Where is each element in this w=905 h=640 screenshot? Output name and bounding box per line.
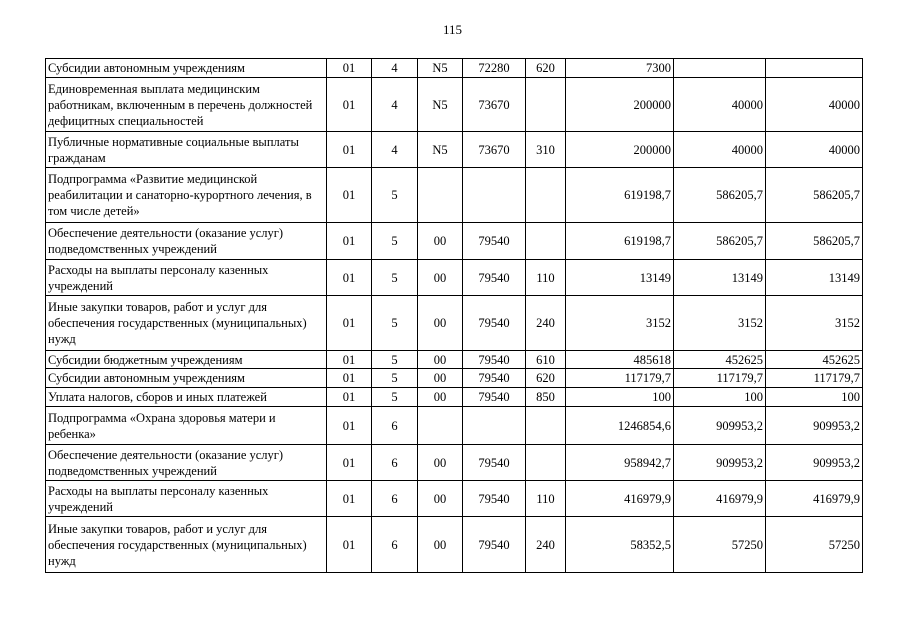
amount-year-2: 13149 [674,260,766,296]
table-row [46,296,863,351]
amount-year-1: 619198,7 [566,168,674,223]
program-code: 00 [418,260,463,296]
expense-type-code [526,223,566,260]
table-row [46,168,863,223]
target-code: 73670 [463,78,526,132]
amount-year-2: 452625 [674,351,766,369]
section-code: 01 [327,260,372,296]
budget-table-body [46,59,863,573]
amount-year-3: 40000 [766,132,863,168]
row-name: Расходы на выплаты персоналу казенных учреждений [46,260,327,296]
amount-year-1: 200000 [566,132,674,168]
subsection-code: 6 [372,517,418,573]
section-code: 01 [327,369,372,388]
table-row [46,369,863,388]
row-name: Обеспечение деятельности (оказание услуг) подведомственных учреждений [46,223,327,260]
amount-year-1: 13149 [566,260,674,296]
row-name: Субсидии автономным учреждениям [46,369,327,388]
amount-year-1: 958942,7 [566,445,674,481]
subsection-code: 5 [372,296,418,351]
target-code [463,168,526,223]
section-code: 01 [327,481,372,517]
target-code: 79540 [463,517,526,573]
amount-year-2: 909953,2 [674,445,766,481]
table-row [46,132,863,168]
expense-type-code: 310 [526,132,566,168]
section-code: 01 [327,296,372,351]
page-number: 115 [442,22,463,37]
row-name: Субсидии бюджетным учреждениям [46,351,327,369]
program-code: 00 [418,445,463,481]
expense-type-code: 110 [526,481,566,517]
section-code: 01 [327,445,372,481]
amount-year-2: 40000 [674,78,766,132]
amount-year-3: 452625 [766,351,863,369]
expense-type-code: 110 [526,260,566,296]
row-name: Единовременная выплата медицинским работникам, включенным в перечень должностей дефицитных специальностей [46,78,327,132]
target-code: 79540 [463,296,526,351]
row-name: Публичные нормативные социальные выплаты гражданам [46,132,327,168]
amount-year-1: 416979,9 [566,481,674,517]
amount-year-3: 100 [766,388,863,407]
amount-year-2: 909953,2 [674,407,766,445]
program-code: 00 [418,369,463,388]
expense-type-code: 620 [526,369,566,388]
amount-year-1: 619198,7 [566,223,674,260]
subsection-code: 4 [372,132,418,168]
amount-year-1: 100 [566,388,674,407]
amount-year-3: 586205,7 [766,223,863,260]
amount-year-3: 117179,7 [766,369,863,388]
amount-year-2: 416979,9 [674,481,766,517]
amount-year-1: 117179,7 [566,369,674,388]
program-code: 00 [418,351,463,369]
table-row [46,59,863,78]
subsection-code: 4 [372,78,418,132]
program-code: 00 [418,223,463,260]
program-code: 00 [418,481,463,517]
section-code: 01 [327,78,372,132]
amount-year-1: 7300 [566,59,674,78]
program-code: 00 [418,517,463,573]
amount-year-2 [674,59,766,78]
row-name: Иные закупки товаров, работ и услуг для обеспечения государственных (муниципальных) нужд [46,517,327,573]
row-name: Иные закупки товаров, работ и услуг для обеспечения государственных (муниципальных) нужд [46,296,327,351]
amount-year-1: 58352,5 [566,517,674,573]
amount-year-2: 40000 [674,132,766,168]
section-code: 01 [327,132,372,168]
amount-year-2: 586205,7 [674,168,766,223]
expense-type-code: 240 [526,296,566,351]
program-code [418,407,463,445]
program-code: 00 [418,388,463,407]
program-code: N5 [418,78,463,132]
amount-year-3: 909953,2 [766,407,863,445]
subsection-code: 5 [372,168,418,223]
table-row [46,407,863,445]
subsection-code: 5 [372,388,418,407]
amount-year-3 [766,59,863,78]
expense-type-code [526,407,566,445]
target-code: 73670 [463,132,526,168]
amount-year-3: 13149 [766,260,863,296]
target-code: 79540 [463,388,526,407]
row-name: Подпрограмма «Охрана здоровья матери и ребенка» [46,407,327,445]
subsection-code: 5 [372,351,418,369]
table-row [46,445,863,481]
expense-type-code: 240 [526,517,566,573]
section-code: 01 [327,223,372,260]
target-code: 79540 [463,445,526,481]
table-row [46,481,863,517]
program-code: 00 [418,296,463,351]
amount-year-1: 200000 [566,78,674,132]
amount-year-3: 57250 [766,517,863,573]
section-code: 01 [327,59,372,78]
subsection-code: 5 [372,369,418,388]
target-code: 79540 [463,260,526,296]
table-row [46,517,863,573]
amount-year-2: 100 [674,388,766,407]
subsection-code: 6 [372,481,418,517]
expense-type-code: 620 [526,59,566,78]
amount-year-2: 117179,7 [674,369,766,388]
amount-year-1: 485618 [566,351,674,369]
subsection-code: 6 [372,407,418,445]
row-name: Подпрограмма «Развитие медицинской реабилитации и санаторно-курортного лечения, в том числе детей» [46,168,327,223]
row-name: Обеспечение деятельности (оказание услуг) подведомственных учреждений [46,445,327,481]
row-name: Уплата налогов, сборов и иных платежей [46,388,327,407]
subsection-code: 5 [372,260,418,296]
row-name: Субсидии автономным учреждениям [46,59,327,78]
subsection-code: 4 [372,59,418,78]
target-code: 79540 [463,223,526,260]
section-code: 01 [327,168,372,223]
table-row [46,351,863,369]
amount-year-1: 3152 [566,296,674,351]
expense-type-code [526,78,566,132]
program-code [418,168,463,223]
section-code: 01 [327,517,372,573]
amount-year-3: 3152 [766,296,863,351]
amount-year-3: 40000 [766,78,863,132]
table-row [46,78,863,132]
program-code: N5 [418,132,463,168]
subsection-code: 5 [372,223,418,260]
subsection-code: 6 [372,445,418,481]
target-code: 79540 [463,481,526,517]
amount-year-3: 416979,9 [766,481,863,517]
budget-table [45,58,863,573]
table-row [46,388,863,407]
table-row [46,260,863,296]
section-code: 01 [327,351,372,369]
target-code: 72280 [463,59,526,78]
target-code: 79540 [463,369,526,388]
amount-year-2: 3152 [674,296,766,351]
section-code: 01 [327,388,372,407]
amount-year-3: 909953,2 [766,445,863,481]
target-code: 79540 [463,351,526,369]
expense-type-code [526,445,566,481]
table-row [46,223,863,260]
amount-year-3: 586205,7 [766,168,863,223]
amount-year-1: 1246854,6 [566,407,674,445]
section-code: 01 [327,407,372,445]
amount-year-2: 586205,7 [674,223,766,260]
expense-type-code [526,168,566,223]
row-name: Расходы на выплаты персоналу казенных учреждений [46,481,327,517]
amount-year-2: 57250 [674,517,766,573]
expense-type-code: 610 [526,351,566,369]
expense-type-code: 850 [526,388,566,407]
program-code: N5 [418,59,463,78]
target-code [463,407,526,445]
